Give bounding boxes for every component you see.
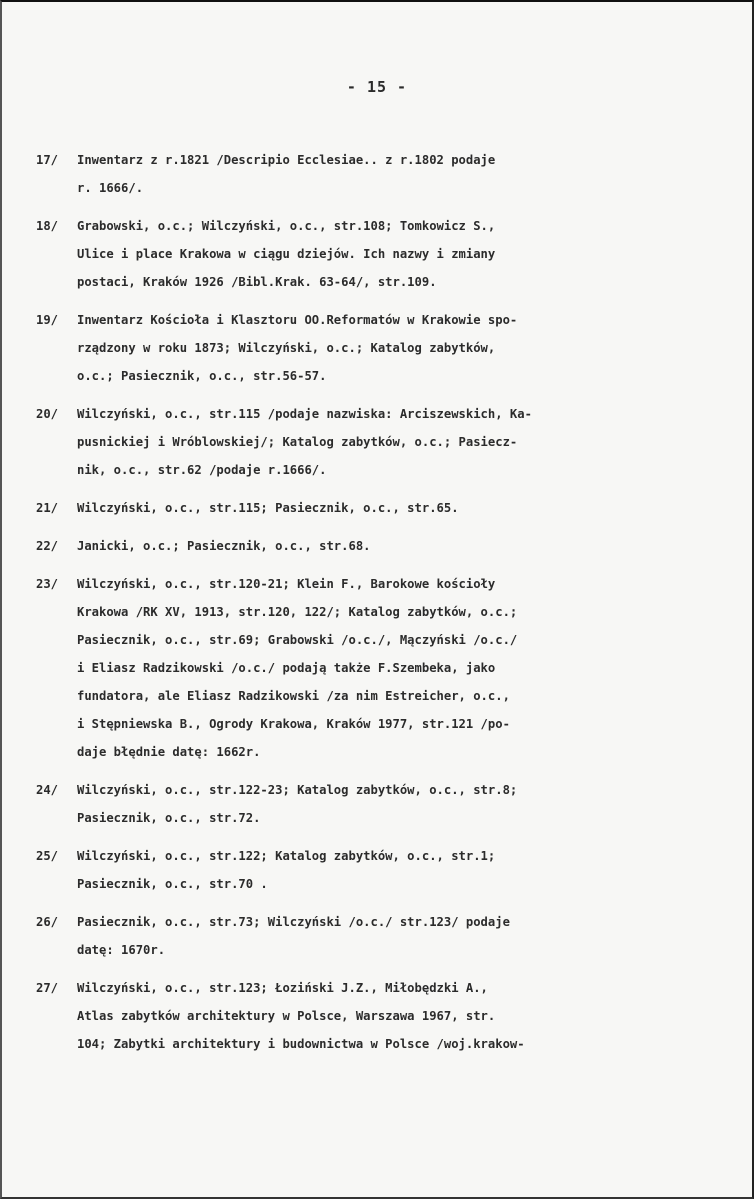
- footnote-text: Wilczyński, o.c., str.120-21; Klein F., Barokowe kościoły: [77, 577, 496, 591]
- footnote-text: Inwentarz z r.1821 /Descripio Ecclesiae.. z r.1802 podaje: [77, 153, 496, 167]
- footnote-number: 20/: [36, 407, 59, 421]
- footnote-line: [36, 334, 726, 362]
- footnote-text: Ulice i place Krakowa w ciągu dziejów. Ich nazwy i zmiany: [77, 247, 496, 261]
- footnote-line: [36, 908, 726, 936]
- footnote-entry: [36, 494, 726, 522]
- footnote-text: Wilczyński, o.c., str.122-23; Katalog zabytków, o.c., str.8;: [77, 783, 518, 797]
- footnote-line: [36, 682, 726, 710]
- footnote-entry: [36, 146, 726, 202]
- footnote-line: [36, 306, 726, 334]
- footnote-text: Janicki, o.c.; Pasiecznik, o.c., str.68.: [77, 539, 371, 553]
- footnote-entry: [36, 570, 726, 766]
- footnote-line: [36, 212, 726, 240]
- page-number: - 15 -: [346, 78, 408, 96]
- footnote-text: r. 1666/.: [77, 181, 144, 195]
- footnote-entry: [36, 212, 726, 296]
- footnote-line: [36, 146, 726, 174]
- footnote-line: [36, 494, 726, 522]
- footnote-text: Pasiecznik, o.c., str.73; Wilczyński /o.c./ str.123/ podaje: [77, 915, 510, 929]
- footnote-line: [36, 362, 726, 390]
- footnote-text: Atlas zabytków architektury w Polsce, Warszawa 1967, str.: [77, 1009, 496, 1023]
- footnotes-list: [36, 146, 726, 1068]
- footnote-text: nik, o.c., str.62 /podaje r.1666/.: [77, 463, 327, 477]
- footnote-line: [36, 804, 726, 832]
- footnote-text: postaci, Kraków 1926 /Bibl.Krak. 63-64/, str.109.: [77, 275, 437, 289]
- footnote-entry: [36, 842, 726, 898]
- footnote-number: 24/: [36, 783, 59, 797]
- footnote-line: [36, 776, 726, 804]
- footnote-text: Wilczyński, o.c., str.123; Łoziński J.Z., Miłobędzki A.,: [77, 981, 488, 995]
- footnote-number: 19/: [36, 313, 59, 327]
- footnote-entry: [36, 532, 726, 560]
- footnote-line: [36, 974, 726, 1002]
- footnote-number: 26/: [36, 915, 59, 929]
- footnote-number: 21/: [36, 501, 59, 515]
- footnote-entry: [36, 776, 726, 832]
- footnote-number: 23/: [36, 577, 59, 591]
- footnote-text: Krakowa /RK XV, 1913, str.120, 122/; Katalog zabytków, o.c.;: [77, 605, 518, 619]
- footnote-text: rządzony w roku 1873; Wilczyński, o.c.; Katalog zabytków,: [77, 341, 496, 355]
- footnote-line: [36, 428, 726, 456]
- footnote-number: 22/: [36, 539, 59, 553]
- footnote-line: [36, 738, 726, 766]
- footnote-text: datę: 1670r.: [77, 943, 166, 957]
- footnote-line: [36, 400, 726, 428]
- footnote-text: Pasiecznik, o.c., str.70 .: [77, 877, 268, 891]
- footnote-line: [36, 268, 726, 296]
- footnote-line: [36, 626, 726, 654]
- footnote-line: [36, 710, 726, 738]
- footnote-entry: [36, 306, 726, 390]
- footnote-text: Wilczyński, o.c., str.115; Pasiecznik, o.c., str.65.: [77, 501, 459, 515]
- footnote-text: Grabowski, o.c.; Wilczyński, o.c., str.108; Tomkowicz S.,: [77, 219, 496, 233]
- footnote-line: [36, 570, 726, 598]
- footnote-line: [36, 654, 726, 682]
- footnote-line: [36, 842, 726, 870]
- footnote-line: [36, 1002, 726, 1030]
- footnote-number: 27/: [36, 981, 59, 995]
- footnote-text: i Eliasz Radzikowski /o.c./ podają także F.Szembeka, jako: [77, 661, 496, 675]
- footnote-text: Pasiecznik, o.c., str.69; Grabowski /o.c./, Mączyński /o.c./: [77, 633, 518, 647]
- footnote-line: [36, 936, 726, 964]
- footnote-text: pusnickiej i Wróblowskiej/; Katalog zabytków, o.c.; Pasiecz-: [77, 435, 518, 449]
- footnote-number: 25/: [36, 849, 59, 863]
- footnote-line: [36, 240, 726, 268]
- footnote-text: Wilczyński, o.c., str.115 /podaje nazwiska: Arciszewskich, Ka-: [77, 407, 532, 421]
- footnote-text: Wilczyński, o.c., str.122; Katalog zabytków, o.c., str.1;: [77, 849, 496, 863]
- footnote-text: 104; Zabytki architektury i budownictwa w Polsce /woj.krakow-: [77, 1037, 525, 1051]
- footnote-number: 18/: [36, 219, 59, 233]
- footnote-line: [36, 174, 726, 202]
- footnote-line: [36, 1030, 726, 1058]
- footnote-text: daje błędnie datę: 1662r.: [77, 745, 261, 759]
- footnote-number: 17/: [36, 153, 59, 167]
- footnote-text: i Stępniewska B., Ogrody Krakowa, Kraków 1977, str.121 /po-: [77, 717, 510, 731]
- footnote-line: [36, 598, 726, 626]
- footnote-text: o.c.; Pasiecznik, o.c., str.56-57.: [77, 369, 327, 383]
- footnote-line: [36, 870, 726, 898]
- footnote-text: fundatora, ale Eliasz Radzikowski /za nim Estreicher, o.c.,: [77, 689, 510, 703]
- footnote-entry: [36, 400, 726, 484]
- footnote-text: Inwentarz Kościoła i Klasztoru OO.Reformatów w Krakowie spo-: [77, 313, 518, 327]
- footnote-entry: [36, 974, 726, 1058]
- footnote-line: [36, 456, 726, 484]
- footnote-text: Pasiecznik, o.c., str.72.: [77, 811, 261, 825]
- footnote-entry: [36, 908, 726, 964]
- footnote-line: [36, 532, 726, 560]
